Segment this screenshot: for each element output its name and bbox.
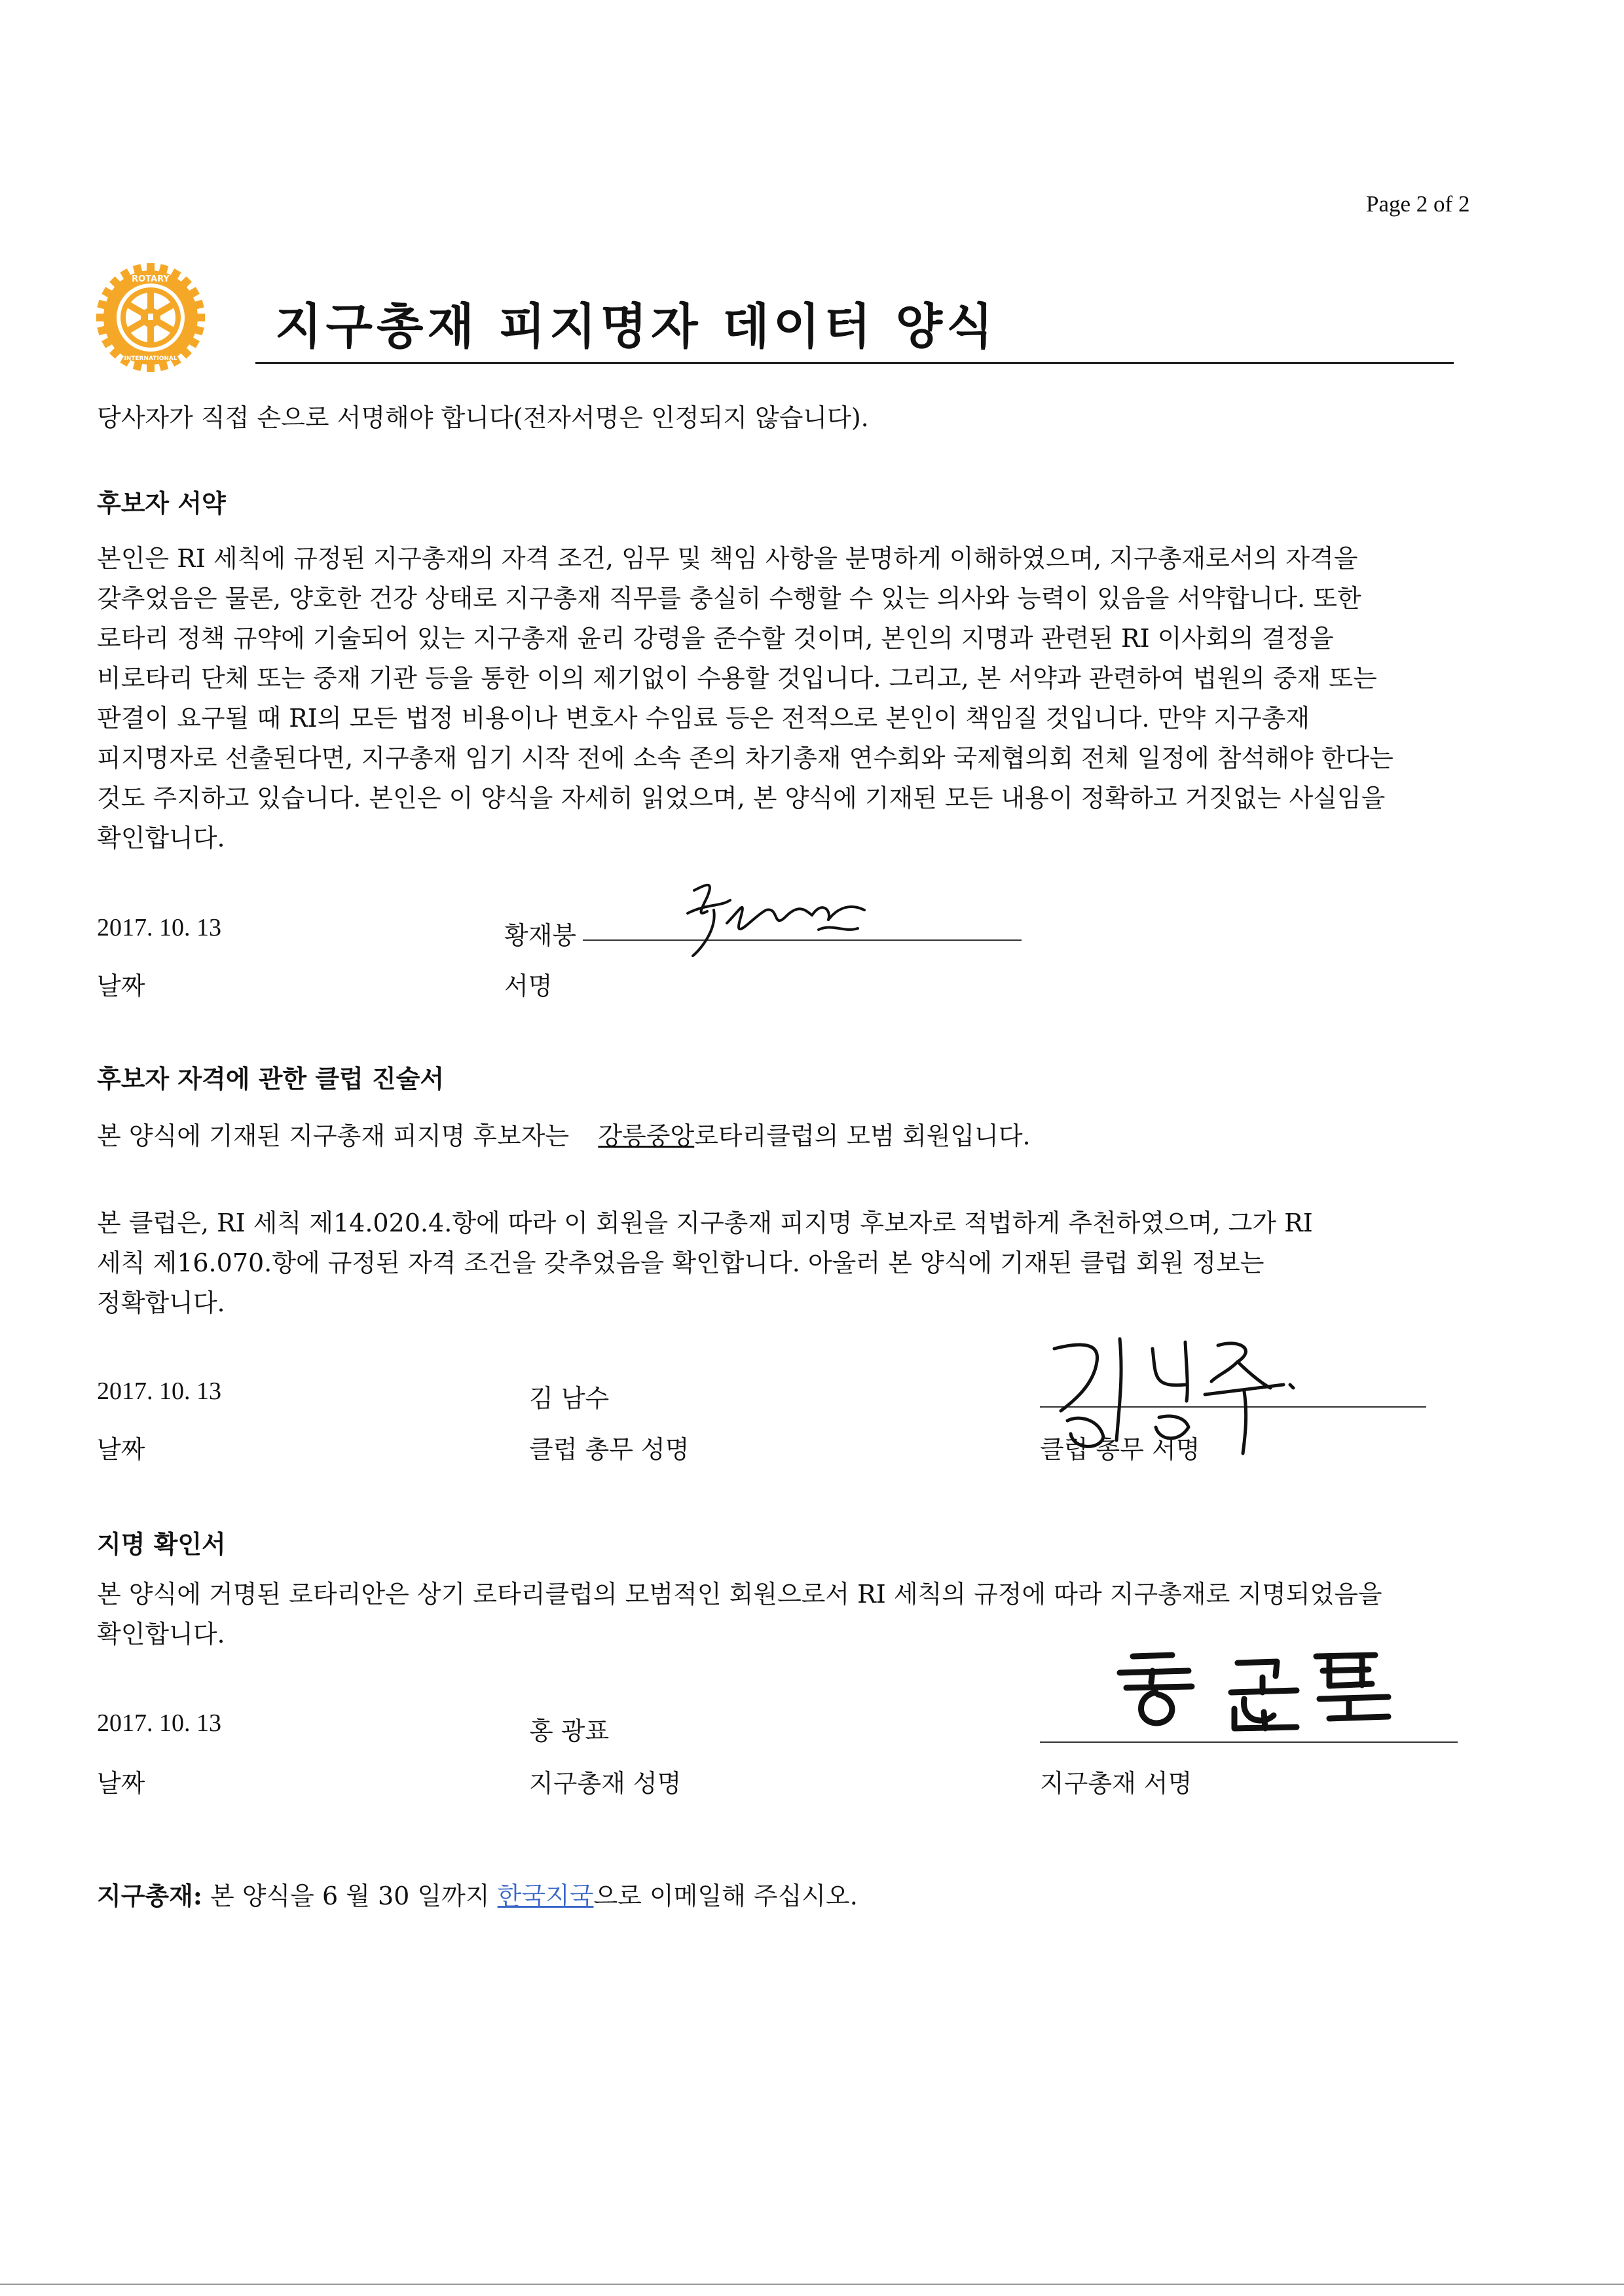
club-date-label: 날짜	[97, 1435, 145, 1464]
governor-signature	[1100, 1637, 1401, 1741]
club-statement-intro	[97, 1116, 1031, 1156]
page-bottom-edge	[0, 2284, 1624, 2285]
pledge-line: 비로타리 단체 또는 중재 기관 등을 통한 이의 제기없이 수용할 것입니다. 그리고, 본 서약과 관련하여 법원의 중재 또는	[97, 664, 1377, 693]
governor-name-label: 지구총재 성명	[529, 1769, 682, 1798]
pledge-heading: 후보자 서약	[97, 488, 226, 518]
secretary-signature-label: 클럽 총무 서명	[1040, 1435, 1200, 1464]
confirmation-line: 확인합니다.	[97, 1620, 225, 1649]
pledge-line: 판결이 요구될 때 RI의 모든 법정 비용이나 변호사 수임료 등은 전적으로 본인이 책임질 것입니다. 만약 지구총재	[97, 704, 1310, 733]
confirmation-line: 본 양식에 거명된 로타리안은 상기 로타리클럽의 모범적인 회원으로서 RI 세칙의 규정에 따라 지구총재로 지명되었음을	[97, 1580, 1382, 1609]
club-name: 강릉중앙	[598, 1121, 695, 1150]
pledge-signature-label: 서명	[504, 972, 553, 1000]
pledge-line: 피지명자로 선출된다면, 지구총재 임기 시작 전에 소속 존의 차기총재 연수회와 국제협의회 전체 일정에 참석해야 한다는	[97, 744, 1393, 773]
pledge-body	[97, 539, 1538, 858]
svg-text:ROTARY: ROTARY	[132, 274, 170, 284]
rotary-international-logo	[95, 262, 206, 373]
page-number: Page 2 of 2	[1366, 191, 1470, 217]
club-statement-line: 세칙 제16.070.항에 규정된 자격 조건을 갖추었음을 확인합니다. 아울러 본 양식에 기재된 클럽 회원 정보는	[97, 1248, 1264, 1277]
club-statement-body	[97, 1203, 1538, 1323]
pledge-line: 로타리 정책 규약에 기술되어 있는 지구총재 윤리 강령을 준수할 것이며, 본인의 지명과 관련된 RI 이사회의 결정을	[97, 624, 1334, 653]
governor-signature-label: 지구총재 서명	[1040, 1769, 1192, 1798]
club-statement-suffix: 로타리클럽의 모범 회원입니다.	[694, 1121, 1031, 1150]
confirmation-heading: 지명 확인서	[97, 1529, 226, 1559]
club-statement-line: 정확합니다.	[97, 1288, 225, 1317]
club-statement-heading: 후보자 자격에 관한 클럽 진술서	[97, 1064, 445, 1093]
footer-note-text-after: 으로 이메일해 주십시오.	[593, 1882, 858, 1910]
svg-text:INTERNATIONAL: INTERNATIONAL	[124, 355, 177, 362]
governor-signature-line	[1040, 1741, 1458, 1743]
page-title: 지구총재 피지명자 데이터 양식	[275, 299, 997, 355]
footer-note-label: 지구총재:	[97, 1881, 202, 1910]
pledge-date-value: 2017. 10. 13	[97, 914, 221, 941]
club-statement-line: 본 클럽은, RI 세칙 제14.020.4.항에 따라 이 회원을 지구총재 피지명 후보자로 적법하게 추천하였으며, 그가 RI	[97, 1209, 1313, 1237]
club-date-value: 2017. 10. 13	[97, 1377, 221, 1405]
confirmation-date-label: 날짜	[97, 1769, 145, 1798]
footer-note-text-before: 본 양식을 6 월 30 일까지	[202, 1882, 498, 1910]
secretary-signature	[1041, 1322, 1316, 1460]
secretary-name-label: 클럽 총무 성명	[529, 1435, 690, 1464]
club-statement-prefix: 본 양식에 기재된 지구총재 피지명 후보자는	[97, 1121, 570, 1150]
pledge-line: 확인합니다.	[97, 824, 225, 852]
governor-name: 홍 광표	[529, 1717, 610, 1745]
title-divider	[255, 362, 1454, 364]
candidate-signature	[668, 871, 891, 962]
pledge-line: 갖추었음은 물론, 양호한 건강 상태로 지구총재 직무를 충실히 수행할 수 있는 의사와 능력이 있음을 서약합니다. 또한	[97, 584, 1361, 613]
intro-text: 당사자가 직접 손으로 서명해야 합니다(전자서명은 인정되지 않습니다).	[97, 403, 869, 432]
footer-note	[97, 1876, 858, 1916]
confirmation-date-value: 2017. 10. 13	[97, 1709, 221, 1737]
pledge-date-label: 날짜	[97, 972, 145, 1000]
pledge-line: 본인은 RI 세칙에 규정된 지구총재의 자격 조건, 임무 및 책임 사항을 분명하게 이해하였으며, 지구총재로서의 자격을	[97, 544, 1358, 573]
pledge-line: 것도 주지하고 있습니다. 본인은 이 양식을 자세히 읽었으며, 본 양식에 기재된 모든 내용이 정확하고 거짓없는 사실임을	[97, 784, 1386, 812]
secretary-name: 김 남수	[529, 1384, 610, 1413]
pledge-signer-name: 황재붕	[504, 921, 577, 950]
korea-office-link[interactable]: 한국지국	[497, 1882, 594, 1910]
